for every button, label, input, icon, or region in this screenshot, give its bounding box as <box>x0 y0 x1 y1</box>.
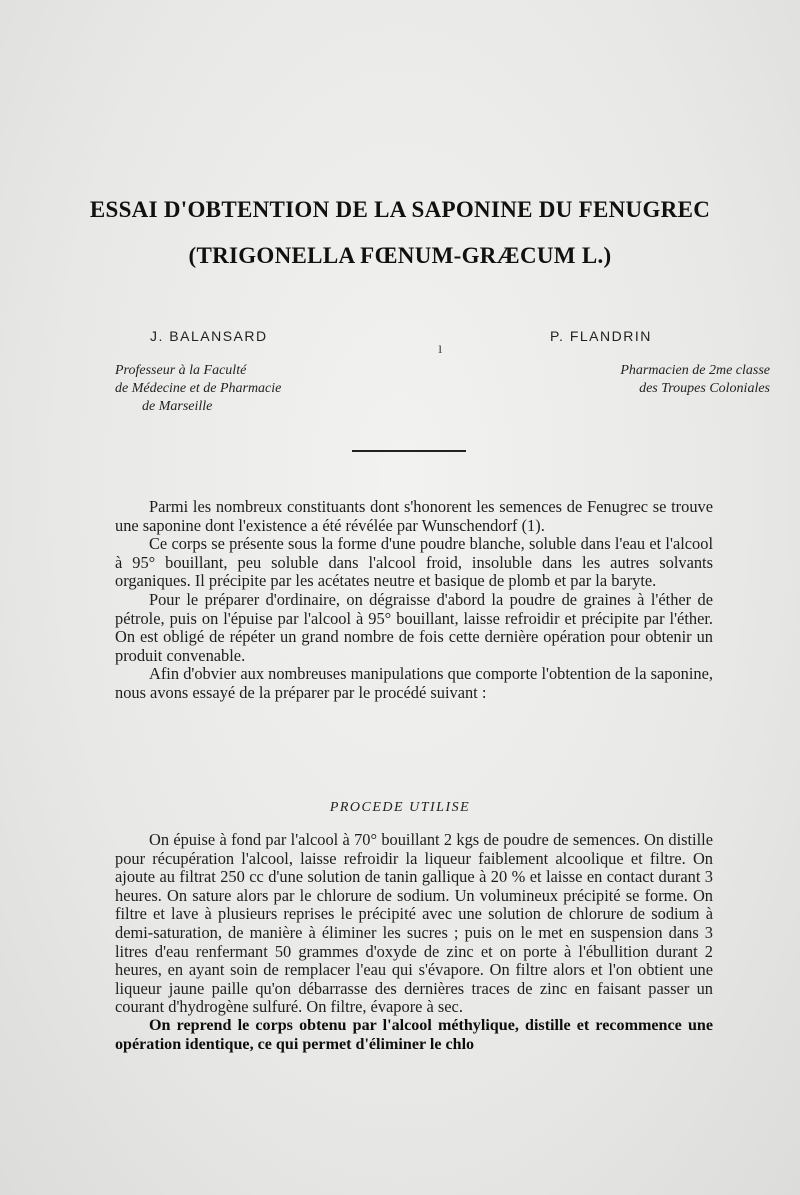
intro-text <box>115 498 713 703</box>
title-line-1: ESSAI D'OBTENTION DE LA SAPONINE DU FENUGREC <box>89 197 711 222</box>
affiliation-line: Professeur à la Faculté <box>115 363 247 378</box>
paragraph: On reprend le corps obtenu par l'alcool méthylique, distille et recommence une opération identique, ce qui permet d'éliminer le chlo <box>115 1016 713 1053</box>
affiliation-line: des Troupes Coloniales <box>639 381 770 396</box>
author-2-name: P. FLANDRIN <box>550 328 652 344</box>
method-text <box>115 831 713 1054</box>
affiliation-line: de Marseille <box>142 399 213 414</box>
affiliation-line: Pharmacien de 2me classe <box>620 363 770 378</box>
paragraph: Pour le préparer d'ordinaire, on dégraisse d'abord la poudre de graines à l'éther de pétrole, puis on l'épuise par l'alcool à 95° bouillant, laisse refroidir et précipite par l'éther. On est obligé de répéter un grand nombre de fois cette dernière opération pour obtenir un produit convenable. <box>115 589 713 665</box>
paragraph: Parmi les nombreux constituants dont s'honorent les semences de Fenugrec se trouve une saponine dont l'existence a été révélée par Wunschendorf (1). <box>115 497 713 535</box>
separator-rule <box>352 450 466 452</box>
title-line-2: (TRIGONELLA FŒNUM-GRÆCUM L.) <box>188 243 612 268</box>
paragraph: On épuise à fond par l'alcool à 70° bouillant 2 kgs de poudre de semences. On distille pour récupération l'alcool, laisse refroidir la liqueur faiblement alcoolique et filtre. On ajoute au filtrat 250 cc d'une solution de tanin gallique à 20 % et laisse en contact durant 3 heures. On sature alors par le chlorure de sodium. Un volumineux précipité se forme. On filtre et lave à plusieurs reprises le précipité avec une solution de chlorure de sodium à demi-saturation, de manière à éliminer les sucres ; puis on le met en suspension dans 3 litres d'eau renfermant 50 grammes d'oxyde de zinc et on porte à l'ébullition durant 2 heures, en ayant soin de remplacer l'eau qui s'évapore. On filtre alors et l'on obtient une liqueur jaune paille qu'on débarrasse des dernières traces de zinc en faisant passer un courant d'hydrogène sulfuré. On filtre, évapore à sec. <box>115 830 713 1017</box>
stray-mark: ı <box>438 340 443 357</box>
affiliation-line: de Médecine et de Pharmacie <box>115 381 282 396</box>
author-1-name: J. BALANSARD <box>150 328 268 344</box>
section-heading: PROCEDE UTILISE <box>329 800 471 815</box>
author-2-affiliation <box>520 362 770 398</box>
paragraph: Afin d'obvier aux nombreuses manipulations que comporte l'obtention de la saponine, nous avons essayé de la préparer par le procédé suivant : <box>115 664 713 702</box>
author-1-affiliation <box>115 362 375 416</box>
paragraph: Ce corps se présente sous la forme d'une poudre blanche, soluble dans l'eau et l'alcool à 95° bouillant, peu soluble dans l'alcool froid, insoluble dans les autres solvants organiques. Il précipite par les acétates neutre et basique de plomb et par la baryte. <box>115 534 713 591</box>
